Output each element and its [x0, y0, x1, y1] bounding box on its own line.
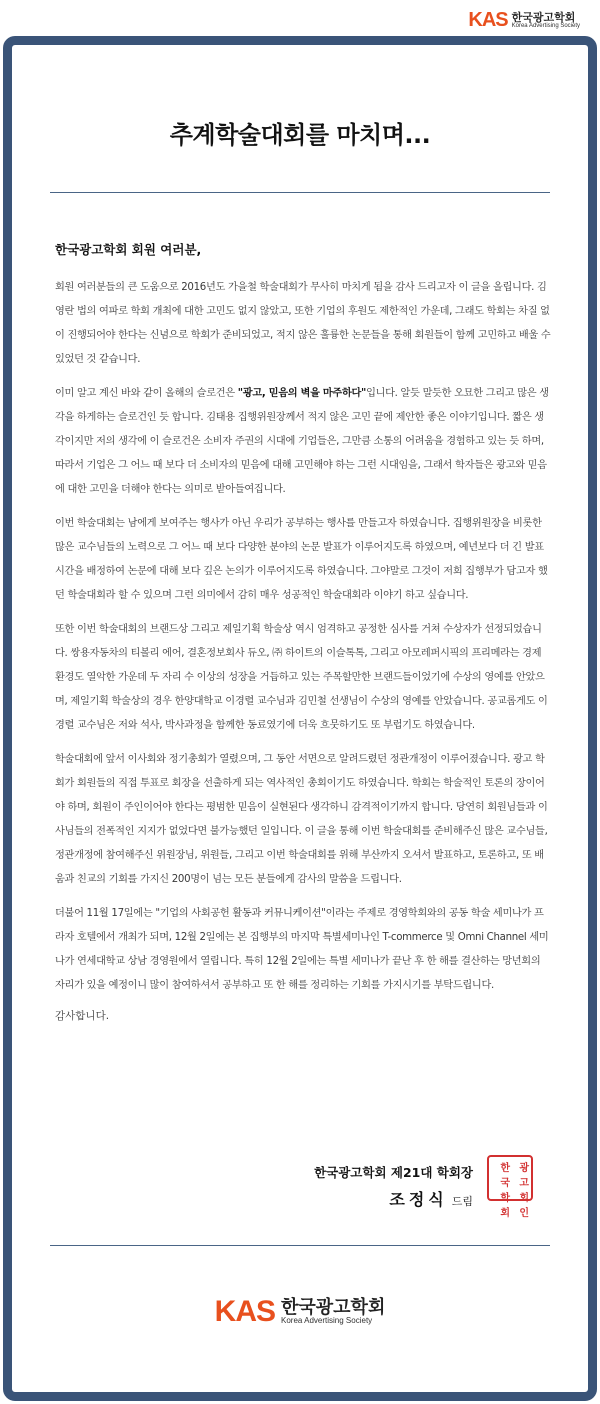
footer-logo [12, 1295, 588, 1329]
slogan-before: 이미 알고 계신 바와 같이 올해의 슬로건은 [55, 388, 238, 399]
seal-char: 한국 [500, 1163, 510, 1189]
salutation: 한국광고학회 회원 여러분, [55, 242, 202, 257]
seal-stamp-icon [487, 1155, 533, 1219]
logo-name-en: Korea Advertising Society [511, 22, 580, 29]
kas-logo-mark: KAS [468, 8, 508, 31]
seal-char: 학회 [500, 1193, 510, 1219]
letter-frame [3, 36, 597, 1401]
letter-body [55, 240, 552, 1023]
logo-name-ko: 한국광고학회 [511, 10, 576, 24]
paragraph-3: 또한 이번 학술대회의 브랜드상 그리고 제일기획 학술상 역시 엄격하고 공정한 심사를 거쳐 수상자가 선정되었습니다. 쌍용자동차의 티볼리 에어, 결혼정보회사 듀오, ㈜ 하이트의 이슬톡톡, 그리고 아모레퍼시픽의 프리메라는 경제 환경도 열악한 가운데 두 자리 수 이상의 성장을 거듭하고 있는 주목할만한 브랜드들이었기에 수상의 영예를 안았으며, 제일기획 학술상의 경우 한양대학교 이경렬 교수님과 김민철 선생님이 수상의 영예를 안았습니다. 공교롭게도 이경렬 교수님은 저와 석사, 박사과정을 함께한 동료였기에 더욱 흐뭇하기도 또 부럽기도 하였습니다. [55, 624, 548, 731]
paragraph-5: 더불어 11월 17일에는 "기업의 사회공헌 활동과 커뮤니케이션"이라는 주제로 경영학회와의 공동 학술 세미나가 프라자 호텔에서 개최가 되며, 12월 2일에는 본 집행부의 마지막 특별세미나인 T-commerce 및 Omni Channel 세미나가 연세대학교 상남 경영원에서 열립니다. 특히 12월 2일에는 특별 세미나가 끝난 후 한 해를 결산하는 망년회의 자리가 있을 예정이니 많이 참여하셔서 공부하고 또 한 해를 정리하는 기회를 가지시기를 부탁드립니다. [55, 908, 549, 991]
footer-divider [50, 1245, 550, 1246]
paragraph-4: 학술대회에 앞서 이사회와 정기총회가 열렸으며, 그 동안 서면으로 알려드렸던 정관개정이 이루어졌습니다. 광고 학회가 회원들의 직접 투표로 회장을 선출하게 되는 역사적인 총회이기도 하였습니다. 학회는 학술적인 토론의 장이어야 하며, 회원이 주인이어야 한다는 평범한 믿음이 실현된다 생각하니 감격적이기까지 합니다. 당연히 회원님들과 이사님들의 전폭적인 지지가 없었다면 불가능했던 일입니다. 이 글을 통해 이번 학술대회를 준비해주신 많은 교수님들, 정관개정에 참여해주신 위원장님, 위원들, 그리고 이번 학술대회를 위해 부산까지 오셔서 발표하고, 토론하고, 또 배움과 친교의 기회를 가지신 200명이 넘는 모든 분들에게 감사의 말씀을 드립니다. [55, 754, 548, 885]
signature-block [314, 1163, 533, 1219]
signature-name: 조정식 [389, 1190, 448, 1209]
slogan-text: "광고, 믿음의 벽을 마주하다" [237, 388, 367, 399]
logo-name-en: Korea Advertising Society [281, 1316, 373, 1325]
header-logo [468, 8, 580, 32]
signature-title: 한국광고학회 제21대 학회장 [314, 1165, 473, 1180]
paragraph-2: 이번 학술대회는 남에게 보여주는 행사가 아닌 우리가 공부하는 행사를 만들고자 하였습니다. 집행위원장을 비롯한 많은 교수님들의 노력으로 그 어느 때 보다 다양한 분야의 논문 발표가 이루어지도록 하였으며, 예년보다 더 긴 발표시간을 배정하여 논문에 대해 보다 깊은 논의가 이루어지도록 하였습니다. 그야말로 그것이 저희 집행부가 담고자 했던 학술대회라 할 수 있으며 그런 의미에서 감히 매우 성공적인 학술대회라 이야기 하고 싶습니다. [55, 518, 548, 601]
logo-name-ko: 한국광고학회 [281, 1297, 386, 1318]
closing: 감사합니다. [55, 1010, 110, 1022]
title-divider [50, 192, 550, 193]
page-title: 추계학술대회를 마치며... [169, 121, 431, 149]
kas-logo-mark: KAS [214, 1295, 275, 1328]
seal-char: 회인 [519, 1193, 529, 1219]
paragraph-1: 회원 여러분들의 큰 도움으로 2016년도 가을철 학술대회가 무사히 마치게 됨을 감사 드리고자 이 글을 올립니다. 김영란 법의 여파로 학회 개최에 대한 고민도 없지 않았고, 또한 기업의 후원도 제한적인 가운데, 그래도 학회는 차질 없이 진행되어야 한다는 신념으로 학회가 준비되었고, 적지 않은 훌륭한 논문들을 통해 회원들이 함께 고민하고 배울 수 있었던 것 같습니다. [55, 282, 551, 365]
signature-suffix: 드림 [451, 1195, 473, 1208]
seal-char: 광고 [519, 1163, 529, 1189]
paragraph-slogan [55, 382, 552, 502]
slogan-after: 입니다. 알듯 말듯한 오묘한 그리고 많은 생각을 하게하는 슬로건인 듯 합니다. 김태용 집행위원장께서 적지 않은 고민 끝에 제안한 좋은 이야기입니다. 짧은 생각이지만 저의 생각에 이 슬로건은 소비자 주권의 시대에 기업들은, 그만큼 소통의 어려움을 경험하고 있는 듯 하며, 따라서 기업은 그 어느 때 보다 더 소비자의 믿음에 대해 고민해야 하는 그런 시대임을, 그래서 학자들은 광고와 믿음에 대한 고민을 더해야 한다는 의미로 받아들여집니다. [55, 388, 549, 495]
